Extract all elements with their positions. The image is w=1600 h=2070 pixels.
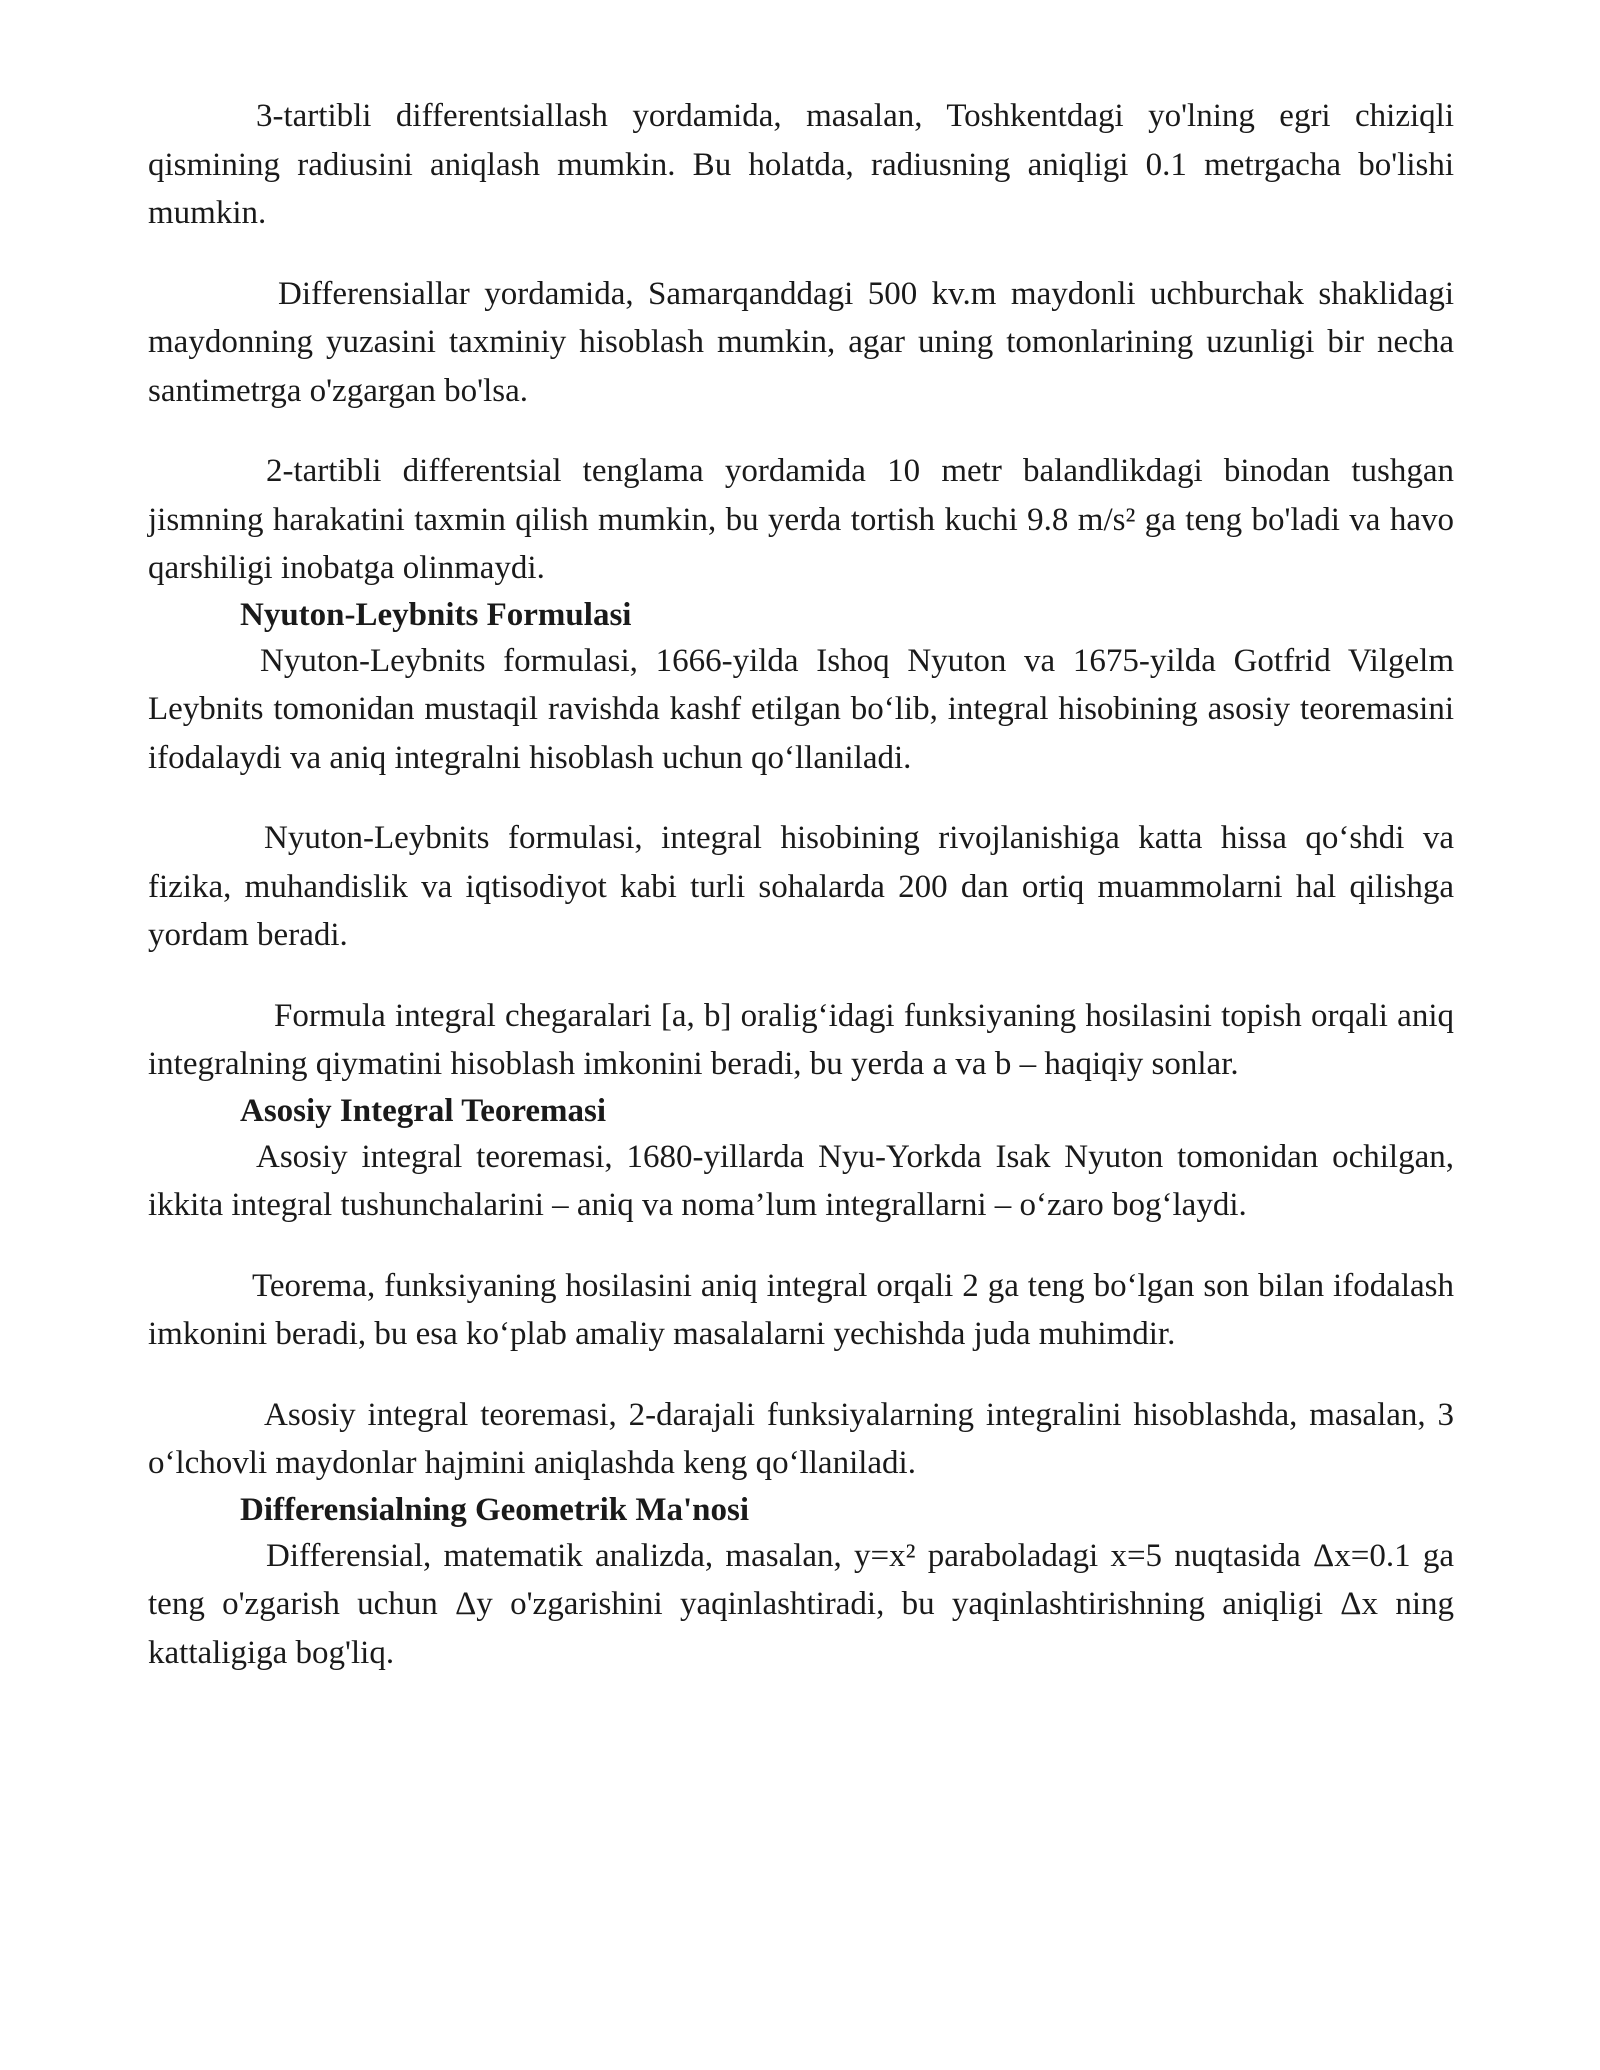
paragraph-newton-leibniz-applications: Nyuton-Leybnits formulasi, integral hisobining rivojlanishiga katta hissa qo‘shdi va fizika, muhandislik va iqtisodiyot kabi turli sohalarda 200 dan ortiq muammolarni hal qilishga yordam beradi. xyxy=(148,820,1454,953)
paragraph-differential-equation-fall: 2-tartibli differentsial tenglama yordamida 10 metr balandlikdagi binodan tushgan jismning harakatini taxmin qilish mumkin, bu yerda tortish kuchi 9.8 m/s² ga teng bo'ladi va havo qarshiligi inobatga olinmaydi. xyxy=(148,453,1454,586)
section-heading-newton-leibniz: Nyuton-Leybnits Formulasi xyxy=(240,596,632,633)
paragraph-newton-leibniz-history: Nyuton-Leybnits formulasi, 1666-yilda Ishoq Nyuton va 1675-yilda Gotfrid Vilgelm Leybnits tomonidan mustaqil ravishda kashf etilgan bo‘lib, integral hisobining asosiy teoremasini ifodalaydi va aniq integralni hisoblash uchun qo‘llaniladi. xyxy=(148,642,1454,776)
section-heading-fundamental-theorem: Asosiy Integral Teoremasi xyxy=(240,1092,607,1129)
paragraph-theorem-applications: Asosiy integral teoremasi, 2-darajali funksiyalarning integralini hisoblashda, masalan, 3 o‘lchovli maydonlar hajmini aniqlashda keng qo‘llaniladi. xyxy=(148,1396,1454,1481)
paragraph-differentiation-radius: 3-tartibli differentsiallash yordamida, masalan, Toshkentdagi yo'lning egri chiziqli qismining radiusini aniqlash mumkin. Bu holatda, radiusning aniqligi 0.1 metrgacha bo'lishi mumkin. xyxy=(148,98,1454,231)
paragraph-theorem-derivative: Teorema, funksiyaning hosilasini aniq integral orqali 2 ga teng bo‘lgan son bilan ifodalash imkonini beradi, bu esa ko‘plab amaliy masalalarni yechishda juda muhimdir. xyxy=(148,1267,1454,1352)
section-heading-geometric-meaning: Differensialning Geometrik Ma'nosi xyxy=(240,1491,750,1528)
paragraph-differentials-area: Differensiallar yordamida, Samarqanddagi 500 kv.m maydonli uchburchak shaklidagi maydonning yuzasini taxminiy hisoblash mumkin, agar uning tomonlarining uzunligi bir necha santimetrga o'zgargan bo'lsa. xyxy=(148,275,1454,409)
paragraph-newton-leibniz-formula: Formula integral chegaralari [a, b] oralig‘idagi funksiyaning hosilasini topish orqali aniq integralning qiymatini hisoblash imkonini beradi, bu yerda a va b – haqiqiy sonlar. xyxy=(148,997,1454,1082)
paragraph-fundamental-theorem-history: Asosiy integral teoremasi, 1680-yillarda Nyu-Yorkda Isak Nyuton tomonidan ochilgan, ikkita integral tushunchalarini – aniq va noma’lum integrallarni – o‘zaro bog‘laydi. xyxy=(148,1138,1454,1223)
paragraph-differential-geometric: Differensial, matematik analizda, masalan, y=x² paraboladagi x=5 nuqtasida Δx=0.1 ga teng o'zgarish uchun Δy o'zgarishini yaqinlashtiradi, bu yaqinlashtirishning aniqligi Δx ning kattaligiga bog'liq. xyxy=(148,1537,1454,1671)
